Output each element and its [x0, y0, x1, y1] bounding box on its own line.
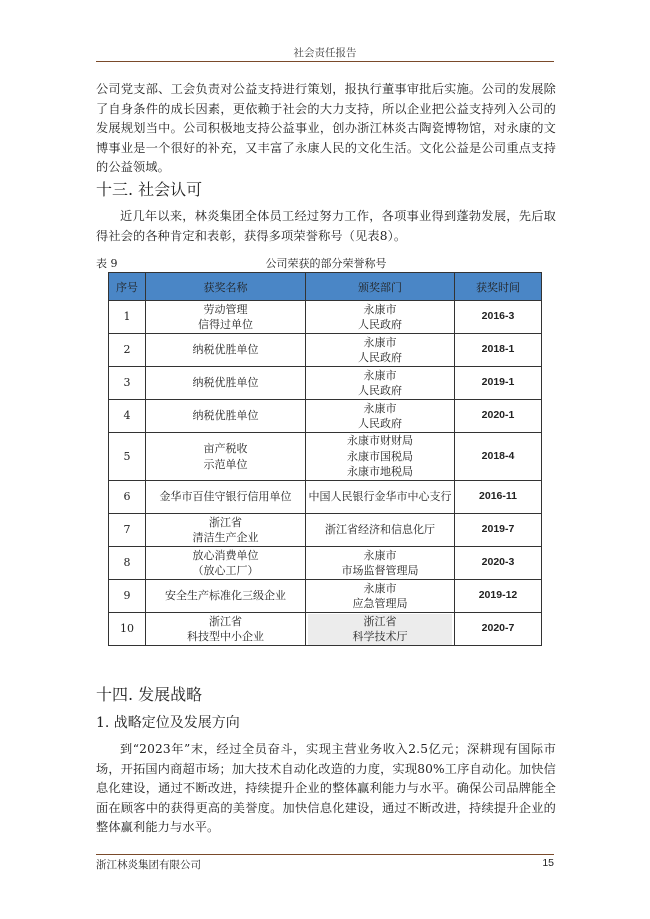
cell-number: 10: [109, 613, 146, 646]
cell-award-name: [146, 433, 306, 481]
table-header-row: [109, 273, 542, 301]
table-row: [109, 580, 542, 613]
award-name-line: 纳税优胜单位: [192, 343, 259, 357]
department-line: 人民政府: [358, 318, 402, 331]
honors-table: [108, 272, 542, 646]
award-name-line: 浙江省: [209, 515, 242, 529]
column-header-award-date: 获奖时间: [455, 273, 542, 301]
table-row: [109, 613, 542, 646]
paragraph-recognition: 近几年以来，林炎集团全体员工经过努力工作，各项事业得到蓬勃发展，先后取得社会的各种肯定和表彰，获得多项荣誉称号（见表8）。: [96, 209, 556, 243]
department-line: 永康市: [363, 368, 397, 382]
department-line: 永康市地税局: [347, 465, 413, 479]
footer-company-name: 浙江林炎集团有限公司: [96, 859, 201, 871]
department-line: 永康市国税局: [347, 449, 413, 463]
cell-number: 9: [109, 580, 146, 613]
table-row: [109, 481, 542, 514]
table-title: 公司荣获的部分荣誉称号: [265, 257, 387, 270]
award-name-line: 金华市百佳守银行信用单位: [159, 490, 292, 504]
cell-number: 6: [109, 481, 146, 514]
award-name-line: 纳税优胜单位: [192, 376, 259, 390]
department-line: 浙江省: [308, 614, 452, 630]
subsection-heading-strategic-positioning: 1. 战略定位及发展方向: [96, 715, 240, 731]
cell-issuing-department: [306, 580, 455, 613]
cell-award-name: [146, 481, 306, 514]
cell-number: 7: [109, 514, 146, 547]
award-name-line: 放心消费单位: [192, 548, 259, 562]
award-name-line: （放心工厂）: [192, 564, 259, 577]
cell-award-name: [146, 301, 306, 334]
cell-award-date: 2018-4: [455, 433, 542, 481]
section-heading-development-strategy: 十四. 发展战略: [96, 685, 203, 704]
table-row: [109, 301, 542, 334]
table-row: [109, 433, 542, 481]
department-line: 浙江省经济和信息化厅: [325, 523, 435, 537]
table-row: [109, 334, 542, 367]
award-name-line: 信得过单位: [198, 318, 253, 331]
department-line: 人民政府: [358, 417, 402, 430]
department-line: 永康市: [363, 581, 397, 595]
section-heading-social-recognition: 十三. 社会认可: [96, 180, 203, 199]
cell-issuing-department: [306, 514, 455, 547]
award-name-line: 示范单位: [203, 457, 248, 471]
cell-issuing-department: [306, 367, 455, 400]
table-row: [109, 367, 542, 400]
page-number: 15: [542, 857, 554, 869]
cell-award-date: 2016-3: [455, 301, 542, 334]
cell-number: 1: [109, 301, 146, 334]
cell-number: 5: [109, 433, 146, 481]
department-line: 人民政府: [358, 384, 402, 397]
department-line: 科学技术厅: [308, 629, 452, 645]
award-name-line: 劳动管理: [203, 302, 248, 316]
table-row: [109, 514, 542, 547]
cell-issuing-department: [306, 481, 455, 514]
report-header-title: 社会责任报告: [293, 47, 357, 59]
cell-award-date: 2020-1: [455, 400, 542, 433]
cell-issuing-department: [306, 547, 455, 580]
cell-issuing-department: [306, 301, 455, 334]
cell-award-name: [146, 367, 306, 400]
department-line: 中国人民银行金华市中心支行: [308, 490, 452, 504]
cell-award-name: [146, 334, 306, 367]
header-divider: [96, 61, 554, 62]
cell-award-date: 2019-7: [455, 514, 542, 547]
award-name-line: 安全生产标准化三级企业: [165, 589, 286, 603]
cell-issuing-department: [306, 613, 455, 646]
cell-number: 2: [109, 334, 146, 367]
table-caption: [96, 253, 556, 271]
paragraph-strategy: 到“2023年”末，经过全员奋斗，实现主营业务收入2.5亿元；深耕现有国际市场，开拓国内商超市场；加大技术自动化改造的力度，实现80%工序自动化。加快信息化建设，通过不断改进，持续提升企业的整体赢利能力与水平。确保公司品牌能全面在顾客中的获得更高的美誉度。加快信息化建设，通过不断改进，持续提升企业的整体赢利能力与水平。: [96, 742, 556, 835]
cell-award-date: 2016-11: [455, 481, 542, 514]
award-name-line: 科技型中小企业: [187, 630, 264, 643]
column-header-award-name: 获奖名称: [146, 273, 306, 301]
honors-table-body: [109, 301, 542, 646]
table-row: [109, 547, 542, 580]
column-header-issuing-department: 颁奖部门: [306, 273, 455, 301]
department-line: 市场监督管理局: [341, 564, 419, 577]
paragraph-public-welfare: 公司党支部、工会负责对公益支持进行策划，报执行董事审批后实施。公司的发展除了自身条件的成长因素，更依赖于社会的大力支持，所以企业把公益支持列入公司的发展规划当中。公司积极地支持公益事业，创办浙江林炎古陶瓷博物馆，对永康的文博事业是一个很好的补充，又丰富了永康人民的文化生活。文化公益是公司重点支持的公益领域。: [96, 82, 556, 175]
cell-award-name: [146, 514, 306, 547]
department-line: 人民政府: [358, 351, 402, 364]
table-row: [109, 400, 542, 433]
cell-issuing-department: [306, 433, 455, 481]
department-line: 永康市: [363, 302, 397, 316]
department-line: 永康市: [363, 335, 397, 349]
cell-award-name: [146, 580, 306, 613]
award-name-line: 浙江省: [209, 614, 242, 628]
cell-issuing-department: [306, 400, 455, 433]
cell-number: 3: [109, 367, 146, 400]
cell-issuing-department: [306, 334, 455, 367]
award-name-line: 纳税优胜单位: [192, 409, 259, 423]
department-line: 永康市财财局: [347, 434, 413, 448]
cell-award-date: 2019-12: [455, 580, 542, 613]
cell-award-name: [146, 400, 306, 433]
cell-number: 4: [109, 400, 146, 433]
footer-divider: [96, 854, 554, 855]
cell-award-name: [146, 547, 306, 580]
department-line: 永康市: [363, 401, 397, 415]
cell-award-date: 2019-1: [455, 367, 542, 400]
cell-award-name: [146, 613, 306, 646]
department-line: 应急管理局: [352, 597, 408, 610]
award-name-line: 亩产税收: [203, 442, 248, 455]
cell-award-date: 2018-1: [455, 334, 542, 367]
cell-award-date: 2020-7: [455, 613, 542, 646]
table-number-label: 表 9: [96, 257, 118, 270]
award-name-line: 清洁生产企业: [192, 531, 259, 544]
column-header-number: 序号: [109, 273, 146, 301]
cell-award-date: 2020-3: [455, 547, 542, 580]
cell-number: 8: [109, 547, 146, 580]
department-line: 永康市: [363, 548, 397, 562]
